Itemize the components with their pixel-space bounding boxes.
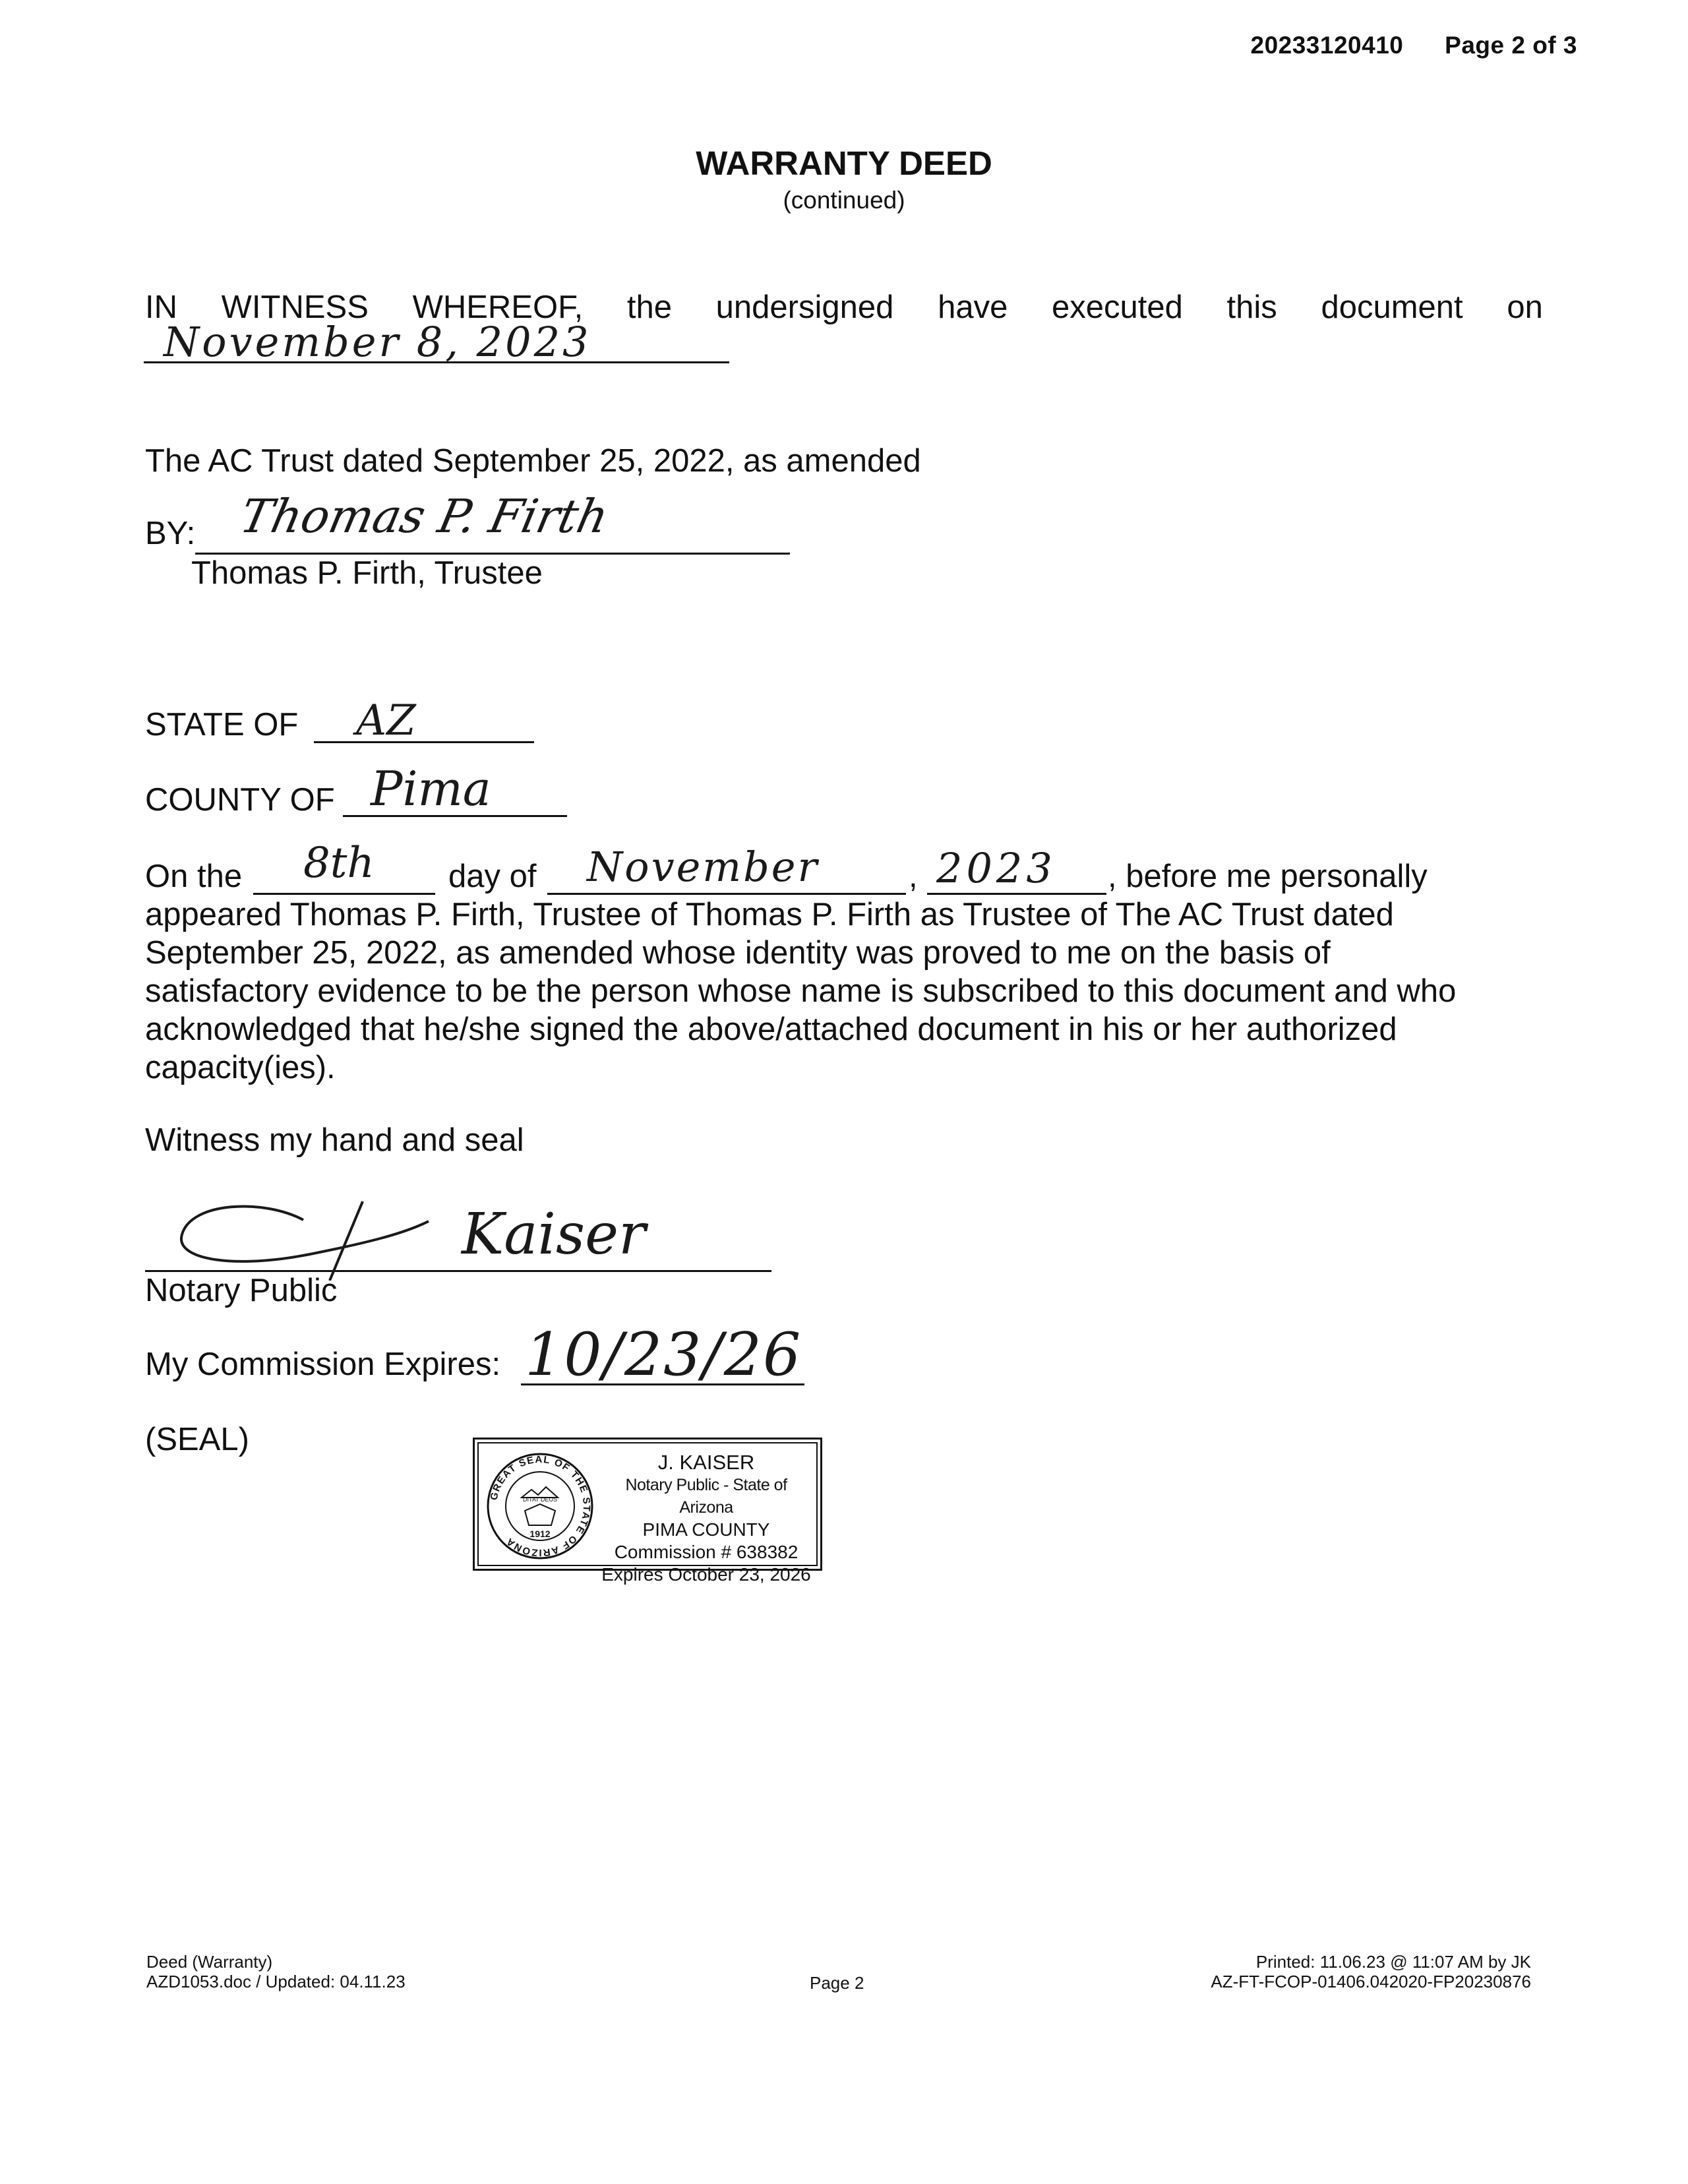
footer-page-number: Page 2 (810, 1973, 864, 1993)
year-field (927, 844, 1106, 895)
day-field (253, 839, 435, 895)
county-value: Pima (371, 761, 491, 816)
commission-value: 10/23/26 (525, 1320, 802, 1389)
day-value: 8th (303, 839, 375, 888)
seal-line: Notary Public - State of Arizona (625, 1476, 787, 1517)
witness-word: have (938, 289, 1008, 325)
trust-line: The AC Trust dated September 25, 2022, as amended (145, 443, 921, 479)
seal-ring-text: GREAT SEAL OF THE STATE OF ARIZONA (488, 1453, 593, 1559)
notary-signature-flourish (165, 1195, 442, 1281)
witness-word: undersigned (715, 289, 894, 325)
witness-word: this (1226, 289, 1277, 325)
state-label: STATE OF (145, 707, 299, 743)
notary-signature: Kaiser (462, 1201, 646, 1267)
seal-motto: DITAT DEUS (522, 1496, 558, 1503)
seal-notary-name: J. KAISER (657, 1451, 755, 1474)
before-me-text: , before me personally (1108, 859, 1428, 894)
seal-line: Expires October 23, 2026 (601, 1564, 811, 1585)
county-field (343, 761, 567, 817)
on-the-label: On the (145, 859, 243, 894)
seal-text-block (599, 1451, 814, 1586)
witness-word: WITNESS (221, 289, 369, 325)
page-indicator: Page 2 of 3 (1445, 32, 1577, 59)
document-number: 20233120410 (1250, 32, 1404, 59)
state-field (314, 696, 534, 745)
seal-label: (SEAL) (145, 1422, 249, 1457)
witness-word: WHEREOF, (412, 289, 584, 325)
acknowledgement-paragraph (145, 895, 1596, 1087)
execution-date-handwritten: November 8, 2023 (164, 318, 591, 366)
paragraph-line: capacity(ies). (145, 1050, 336, 1085)
by-label: BY: (145, 516, 196, 551)
commission-field (521, 1320, 804, 1389)
witness-word: executed (1052, 289, 1183, 325)
arizona-seal-emblem (485, 1451, 595, 1561)
seal-inner-border (477, 1442, 818, 1585)
state-value: AZ (356, 696, 416, 745)
footer-file-info: AZD1053.doc / Updated: 04.11.23 (146, 1972, 406, 1991)
document-subtitle: (continued) (783, 187, 905, 214)
month-value: November (587, 843, 820, 891)
footer-form-name: Deed (Warranty) (146, 1952, 273, 1972)
paragraph-line: acknowledged that he/she signed the above/attached document in his or her authorized (145, 1012, 1397, 1047)
day-of-label: day of (448, 859, 537, 894)
witness-hand-text: Witness my hand and seal (145, 1122, 524, 1158)
document-header (1251, 32, 1578, 59)
seal-year: 1912 (529, 1529, 551, 1539)
document-title: WARRANTY DEED (696, 144, 992, 182)
trustee-signature-line (195, 489, 790, 555)
comma-separator: , (909, 859, 918, 894)
witness-word: IN (145, 289, 177, 325)
footer-reference-code: AZ-FT-FCOP-01406.042020-FP20230876 (1211, 1972, 1531, 1991)
trustee-signature: Thomas P. Firth (235, 489, 613, 543)
paragraph-line: satisfactory evidence to be the person whose name is subscribed to this document and who (145, 973, 1457, 1009)
trustee-name: Thomas P. Firth, Trustee (191, 555, 543, 591)
witness-word: document (1321, 289, 1463, 325)
notary-public-label: Notary Public (145, 1273, 338, 1308)
notary-signature-line (145, 1200, 771, 1272)
paragraph-line: September 25, 2022, as amended whose identity was proved to me on the basis of (145, 935, 1331, 971)
witness-word: on (1507, 289, 1543, 325)
execution-date-line (144, 318, 729, 366)
footer-printed-info: Printed: 11.06.23 @ 11:07 AM by JK (1255, 1952, 1531, 1972)
county-label: COUNTY OF (145, 782, 335, 818)
footer-left (146, 1952, 406, 1991)
commission-label: My Commission Expires: (145, 1347, 501, 1382)
witness-word: the (626, 289, 672, 325)
paragraph-line: appeared Thomas P. Firth, Trustee of Thomas P. Firth as Trustee of The AC Trust dated (145, 897, 1394, 932)
footer-right (1211, 1952, 1531, 1991)
year-value: 2023 (936, 844, 1056, 892)
month-field (547, 843, 906, 895)
notary-seal (473, 1438, 822, 1585)
seal-line: PIMA COUNTY (642, 1519, 770, 1540)
seal-line: Commission # 638382 (614, 1542, 799, 1562)
